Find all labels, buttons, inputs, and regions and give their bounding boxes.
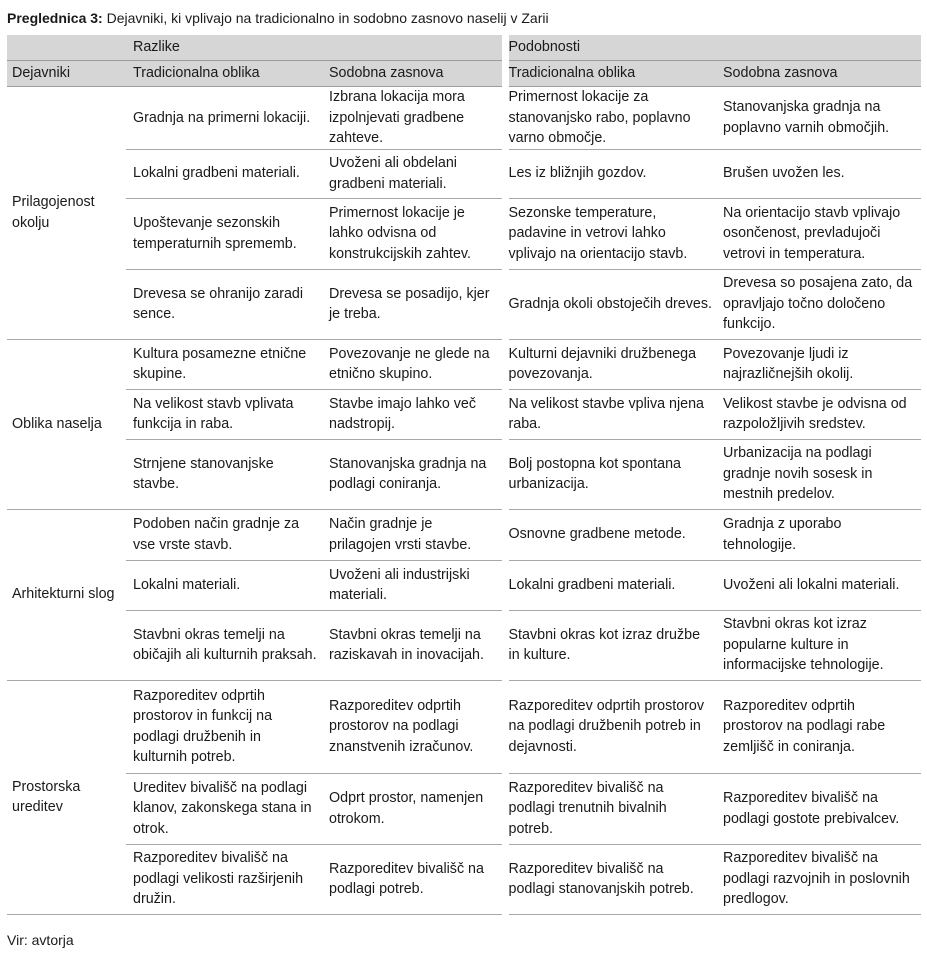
table-row — [7, 509, 921, 560]
cell-sim-modern: Razporeditev bivališč na podlagi gostote prebivalcev. — [716, 773, 921, 844]
factor-cell: Arhitekturni slog — [7, 509, 126, 680]
table-row — [7, 339, 921, 389]
cell-sim-traditional: Razporeditev odprtih prostorov na podlagi družbenih potreb in dejavnosti. — [505, 680, 716, 773]
cell-diff-traditional: Razporeditev bivališč na podlagi velikosti razširjenih družin. — [126, 844, 322, 914]
header-diff-traditional: Tradicionalna oblika — [126, 61, 322, 87]
cell-diff-modern: Uvoženi ali industrijski materiali. — [322, 560, 505, 610]
header-sim-modern: Sodobna zasnova — [716, 61, 921, 87]
header-group-similarities: Podobnosti — [505, 35, 921, 61]
cell-sim-traditional: Sezonske temperature, padavine in vetrovi lahko vplivajo na orientacijo stavb. — [505, 198, 716, 269]
cell-diff-modern: Stavbni okras temelji na raziskavah in inovacijah. — [322, 610, 505, 680]
cell-diff-modern: Primernost lokacije je lahko odvisna od konstrukcijskih zahtev. — [322, 198, 505, 269]
cell-diff-traditional: Na velikost stavb vplivata funkcija in raba. — [126, 389, 322, 439]
cell-diff-traditional: Strnjene stanovanjske stavbe. — [126, 439, 322, 509]
cell-diff-traditional: Drevesa se ohranijo zaradi sence. — [126, 269, 322, 339]
table-row — [7, 439, 921, 509]
table-row — [7, 680, 921, 773]
header-empty-cell — [7, 35, 126, 61]
cell-diff-modern: Povezovanje ne glede na etnično skupino. — [322, 339, 505, 389]
cell-sim-traditional: Na velikost stavbe vpliva njena raba. — [505, 389, 716, 439]
cell-sim-modern: Velikost stavbe je odvisna od razpoložljivih sredstev. — [716, 389, 921, 439]
table-row — [7, 269, 921, 339]
table-row — [7, 610, 921, 680]
cell-sim-traditional: Razporeditev bivališč na podlagi stanovanjskih potreb. — [505, 844, 716, 914]
cell-diff-traditional: Lokalni materiali. — [126, 560, 322, 610]
table-row — [7, 198, 921, 269]
cell-sim-traditional: Osnovne gradbene metode. — [505, 509, 716, 560]
cell-diff-modern: Stanovanjska gradnja na podlagi coniranja. — [322, 439, 505, 509]
cell-diff-traditional: Gradnja na primerni lokaciji. — [126, 87, 322, 150]
cell-diff-modern: Drevesa se posadijo, kjer je treba. — [322, 269, 505, 339]
header-diff-modern: Sodobna zasnova — [322, 61, 505, 87]
header-group-differences: Razlike — [126, 35, 505, 61]
cell-sim-modern: Razporeditev odprtih prostorov na podlagi rabe zemljišč in coniranja. — [716, 680, 921, 773]
cell-sim-traditional: Stavbni okras kot izraz družbe in kulture. — [505, 610, 716, 680]
cell-diff-modern: Način gradnje je prilagojen vrsti stavbe. — [322, 509, 505, 560]
table-caption — [7, 9, 549, 27]
cell-diff-traditional: Lokalni gradbeni materiali. — [126, 149, 322, 198]
cell-diff-traditional: Stavbni okras temelji na običajih ali kulturnih praksah. — [126, 610, 322, 680]
factor-cell: Prilagojenost okolju — [7, 87, 126, 340]
cell-sim-modern: Brušen uvožen les. — [716, 149, 921, 198]
cell-diff-modern: Razporeditev bivališč na podlagi potreb. — [322, 844, 505, 914]
cell-diff-modern: Izbrana lokacija mora izpolnjevati gradbene zahteve. — [322, 87, 505, 150]
source-note: Vir: avtorja — [7, 932, 74, 948]
caption-label: Preglednica 3: — [7, 10, 103, 26]
cell-diff-traditional: Podoben način gradnje za vse vrste stavb. — [126, 509, 322, 560]
cell-diff-traditional: Upoštevanje sezonskih temperaturnih sprememb. — [126, 198, 322, 269]
cell-diff-modern: Uvoženi ali obdelani gradbeni materiali. — [322, 149, 505, 198]
cell-sim-traditional: Gradnja okoli obstoječih dreves. — [505, 269, 716, 339]
table-row — [7, 149, 921, 198]
cell-sim-modern: Drevesa so posajena zato, da opravljajo točno določeno funkcijo. — [716, 269, 921, 339]
factors-table — [7, 35, 921, 915]
cell-sim-modern: Razporeditev bivališč na podlagi razvojnih in poslovnih predlogov. — [716, 844, 921, 914]
table-row — [7, 844, 921, 914]
cell-sim-modern: Stanovanjska gradnja na poplavno varnih območjih. — [716, 87, 921, 150]
cell-sim-modern: Na orientacijo stavb vplivajo osončenost, prevladujoči vetrovi in temperatura. — [716, 198, 921, 269]
cell-diff-modern: Odprt prostor, namenjen otrokom. — [322, 773, 505, 844]
factor-cell: Oblika naselja — [7, 339, 126, 509]
cell-diff-modern: Razporeditev odprtih prostorov na podlagi znanstvenih izračunov. — [322, 680, 505, 773]
cell-sim-modern: Urbanizacija na podlagi gradnje novih sosesk in mestnih predelov. — [716, 439, 921, 509]
cell-sim-traditional: Les iz bližnjih gozdov. — [505, 149, 716, 198]
header-column-row — [7, 61, 921, 87]
cell-sim-traditional: Primernost lokacije za stanovanjsko rabo, poplavno varno območje. — [505, 87, 716, 150]
cell-diff-traditional: Razporeditev odprtih prostorov in funkcij na podlagi družbenih in kulturnih potreb. — [126, 680, 322, 773]
cell-sim-traditional: Bolj postopna kot spontana urbanizacija. — [505, 439, 716, 509]
cell-diff-traditional: Kultura posamezne etnične skupine. — [126, 339, 322, 389]
cell-sim-traditional: Kulturni dejavniki družbenega povezovanja. — [505, 339, 716, 389]
cell-sim-traditional: Lokalni gradbeni materiali. — [505, 560, 716, 610]
cell-sim-traditional: Razporeditev bivališč na podlagi trenutnih bivalnih potreb. — [505, 773, 716, 844]
cell-sim-modern: Stavbni okras kot izraz popularne kulture in informacijske tehnologije. — [716, 610, 921, 680]
table-row — [7, 773, 921, 844]
header-group-row — [7, 35, 921, 61]
cell-sim-modern: Gradnja z uporabo tehnologije. — [716, 509, 921, 560]
factor-cell: Prostorska ureditev — [7, 680, 126, 914]
header-sim-traditional: Tradicionalna oblika — [505, 61, 716, 87]
cell-diff-modern: Stavbe imajo lahko več nadstropij. — [322, 389, 505, 439]
cell-sim-modern: Uvoženi ali lokalni materiali. — [716, 560, 921, 610]
header-factors: Dejavniki — [7, 61, 126, 87]
cell-sim-modern: Povezovanje ljudi iz najrazličnejših okolij. — [716, 339, 921, 389]
caption-text: Dejavniki, ki vplivajo na tradicionalno in sodobno zasnovo naselij v Zarii — [102, 10, 549, 26]
table-row — [7, 87, 921, 150]
cell-diff-traditional: Ureditev bivališč na podlagi klanov, zakonskega stana in otrok. — [126, 773, 322, 844]
table-row — [7, 560, 921, 610]
table-row — [7, 389, 921, 439]
